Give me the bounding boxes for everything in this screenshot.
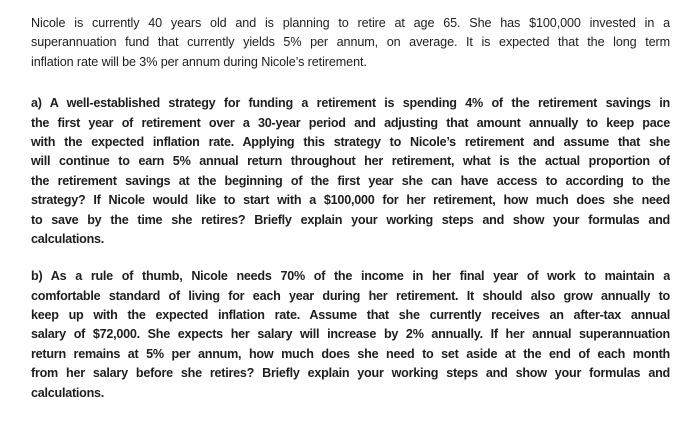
text-line: Nicole is currently 40 years old and is planning to retire at age 65. She has $100,000 invested in a	[31, 16, 670, 30]
text-line: calculations.	[31, 385, 105, 400]
text-line: the first year of retirement over a 30-year period and adjusting that amount annually to keep pace	[31, 115, 670, 130]
text-line: return remains at 5% per annum, how much does she need to set aside at the end of each month	[31, 346, 670, 361]
text-line: strategy? If Nicole would like to start with a $100,000 for her retirement, how much does she need	[31, 193, 670, 208]
text-line: inflation rate will be 3% per annum during Nicole’s retirement.	[31, 54, 367, 69]
text-line: from her salary before she retires? Briefly explain your working steps and show your formulas and	[31, 366, 670, 381]
text-line: comfortable standard of living for each year during her retirement. It should also grow annually to	[31, 288, 670, 303]
text-line: a) A well-established strategy for funding a retirement is spending 4% of the retirement savings in	[31, 96, 670, 111]
question-a-paragraph	[31, 94, 670, 249]
text-line: superannuation fund that currently yields 5% per annum, on average. It is expected that the long term	[31, 35, 670, 50]
text-line: the retirement savings at the beginning of the first year she can have access to according to the	[31, 173, 670, 188]
intro-paragraph	[31, 14, 670, 72]
text-line: with the expected inflation rate. Applying this strategy to Nicole’s retirement and assume that she	[31, 134, 670, 149]
question-b-paragraph	[31, 267, 670, 403]
text-line: calculations.	[31, 231, 105, 246]
text-line: will continue to earn 5% annual return throughout her retirement, what is the actual proportion of	[31, 154, 670, 169]
text-line: salary of $72,000. She expects her salary will increase by 2% annually. If her annual superannuation	[31, 327, 670, 342]
text-line: to save by the time she retires? Briefly explain your working steps and show your formulas and	[31, 212, 670, 227]
text-line: keep up with the expected inflation rate. Assume that she currently receives an after-tax annual	[31, 308, 670, 323]
text-line: b) As a rule of thumb, Nicole needs 70% of the income in her final year of work to maintain a	[31, 269, 670, 284]
